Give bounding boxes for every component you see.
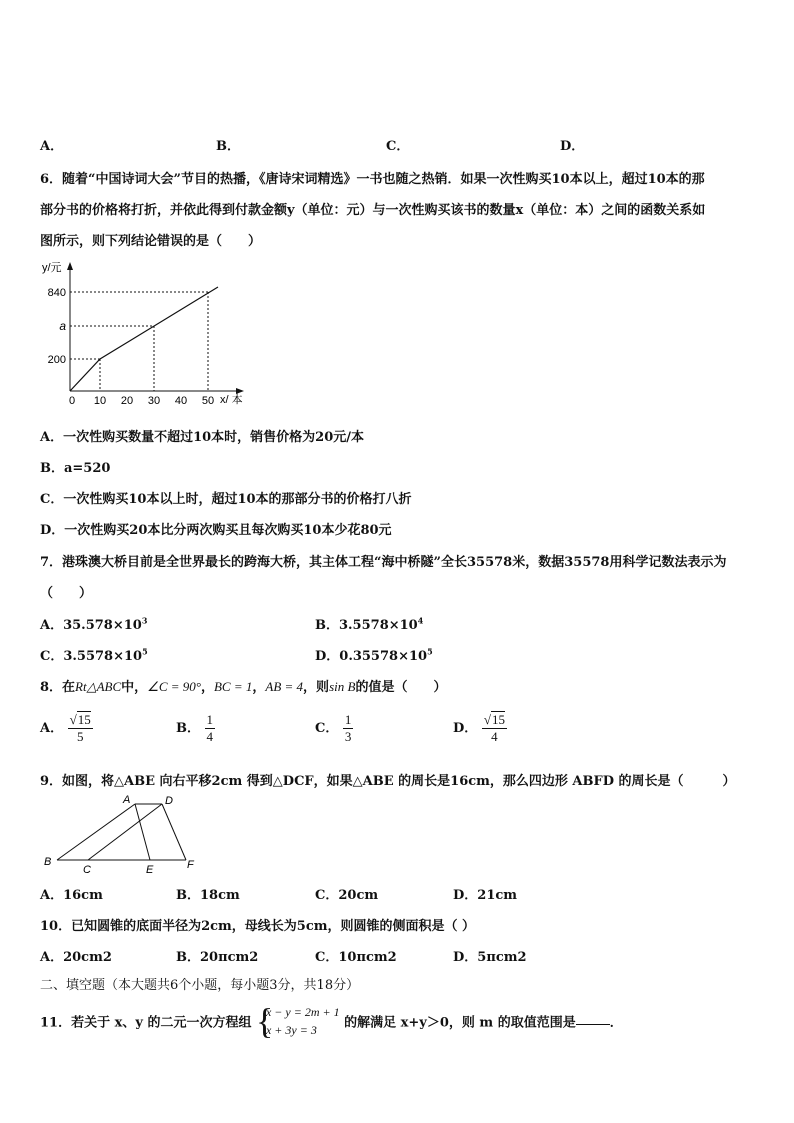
q10-option-b: B．20πcm2 <box>176 950 259 965</box>
fraction: $\frac{1}{4}$ <box>206 712 214 744</box>
fraction: $\frac{√15}{4}$ <box>483 712 505 744</box>
q6-stem-line1: 6．随着“中国诗词大会”节目的热播，《唐诗宋词精选》一书也随之热销．如果一次性购买10本以上，超过10本的那 <box>40 172 705 187</box>
x-tick-40: 40 <box>174 395 188 407</box>
q7-stem-line2: （ ） <box>40 586 93 601</box>
section-title-fill-in: 二、填空题（本大题共6个小题，每小题3分，共18分） <box>40 978 360 993</box>
q6-function-graph <box>30 256 260 412</box>
q6-stem-line2: 部分书的价格将打折，并依此得到付款金额y（单位：元）与一次性购买该书的数量x（单位：本）之间的函数关系如 <box>40 203 706 218</box>
q6-option-d: D．一次性购买20本比分两次购买且每次购买10本少花80元 <box>40 523 392 538</box>
q10-stem: 10．已知圆锥的底面半径为2cm，母线长为5cm，则圆锥的侧面积是（ ） <box>40 919 476 934</box>
x-axis-label: x/ 本 <box>220 394 243 406</box>
y-tick-a: a <box>59 319 66 333</box>
q5-option-d: D． <box>560 139 585 154</box>
equation-system: { x − y = 2m + 1 x + 3y = 3 <box>255 1001 340 1041</box>
label-d: D <box>165 795 173 807</box>
segment-df <box>162 804 186 860</box>
label-b: B <box>44 856 52 868</box>
y-tick-200: 200 <box>47 354 66 366</box>
x-tick-50: 50 <box>201 395 215 407</box>
q7-stem-line1: 7．港珠澳大桥目前是全世界最长的跨海大桥，其主体工程“海中桥隧”全长35578米，数据35578用科学记数法表示为 <box>40 555 727 570</box>
q9-option-d: D．21cm <box>453 888 518 903</box>
q9-option-c: C．20cm <box>315 888 379 903</box>
q8-option-d: D． $\frac{√15}{4}$ <box>453 712 505 744</box>
q11-stem: 11．若关于 x、y 的二元一次方程组 { x − y = 2m + 1 x + 3y = 3 的解满足 x+y＞0，则 m 的取值范围是 ． <box>40 1001 623 1041</box>
q6-option-a: A．一次性购买数量不超过10本时，销售价格为20元/本 <box>40 430 365 445</box>
y-axis-label: y/元 <box>42 262 62 274</box>
price-function-line <box>70 287 218 391</box>
q6-stem-line3: 图所示，则下列结论错误的是（ ） <box>40 234 262 249</box>
q6-option-b: B．a=520 <box>40 461 111 476</box>
x-tick-10: 10 <box>93 395 107 407</box>
q10-option-a: A．20cm2 <box>40 950 112 965</box>
label-e: E <box>146 864 154 876</box>
x-tick-20: 20 <box>120 395 134 407</box>
answer-blank[interactable] <box>576 1024 610 1025</box>
q9-translation-figure <box>40 792 210 878</box>
fraction: $\frac{1}{3}$ <box>344 712 352 744</box>
y-tick-840: 840 <box>47 287 66 299</box>
q5-option-b: B． <box>216 139 240 154</box>
q8-option-b: B． $\frac{1}{4}$ <box>176 712 214 744</box>
q10-option-d: D．5πcm2 <box>453 950 527 965</box>
segment-ae <box>135 804 150 860</box>
q8-stem: 8．在Rt△ABC中，∠C = 90°，BC = 1，AB = 4，则sin B的值是（ ） <box>40 679 447 695</box>
brace-icon: { <box>255 1001 274 1041</box>
q6-option-c: C．一次性购买10本以上时，超过10本的那部分书的价格打八折 <box>40 492 412 507</box>
q7-option-d: D．$0.35578\times 10^5$ <box>315 646 433 664</box>
label-a: A <box>123 794 131 806</box>
q5-option-c: C． <box>386 139 410 154</box>
q7-option-b: B．$3.5578\times 10^4$ <box>315 615 424 633</box>
q8-option-a: A． $\frac{√15}{5}$ <box>40 712 91 744</box>
q10-option-c: C．10πcm2 <box>315 950 397 965</box>
segment-ab <box>57 804 135 860</box>
q7-option-c: C．$3.5578\times 10^5$ <box>40 646 148 664</box>
segment-dc <box>88 804 162 860</box>
q5-option-a: A． <box>40 139 64 154</box>
q7-option-a: A．$35.578\times 10^3$ <box>40 615 148 633</box>
x-tick-0: 0 <box>68 395 76 407</box>
q8-option-c: C． $\frac{1}{3}$ <box>315 712 352 744</box>
x-tick-30: 30 <box>147 395 161 407</box>
label-c: C <box>83 864 91 876</box>
q9-option-a: A．16cm <box>40 888 103 903</box>
fraction: $\frac{√15}{5}$ <box>69 712 91 744</box>
q9-stem: 9．如图，将△ABE 向右平移2cm 得到△DCF，如果△ABE 的周长是16cm，那么四边形 ABFD 的周长是（ ） <box>40 774 736 789</box>
label-f: F <box>187 859 194 871</box>
q9-option-b: B．18cm <box>176 888 240 903</box>
y-axis-arrow <box>67 262 73 270</box>
